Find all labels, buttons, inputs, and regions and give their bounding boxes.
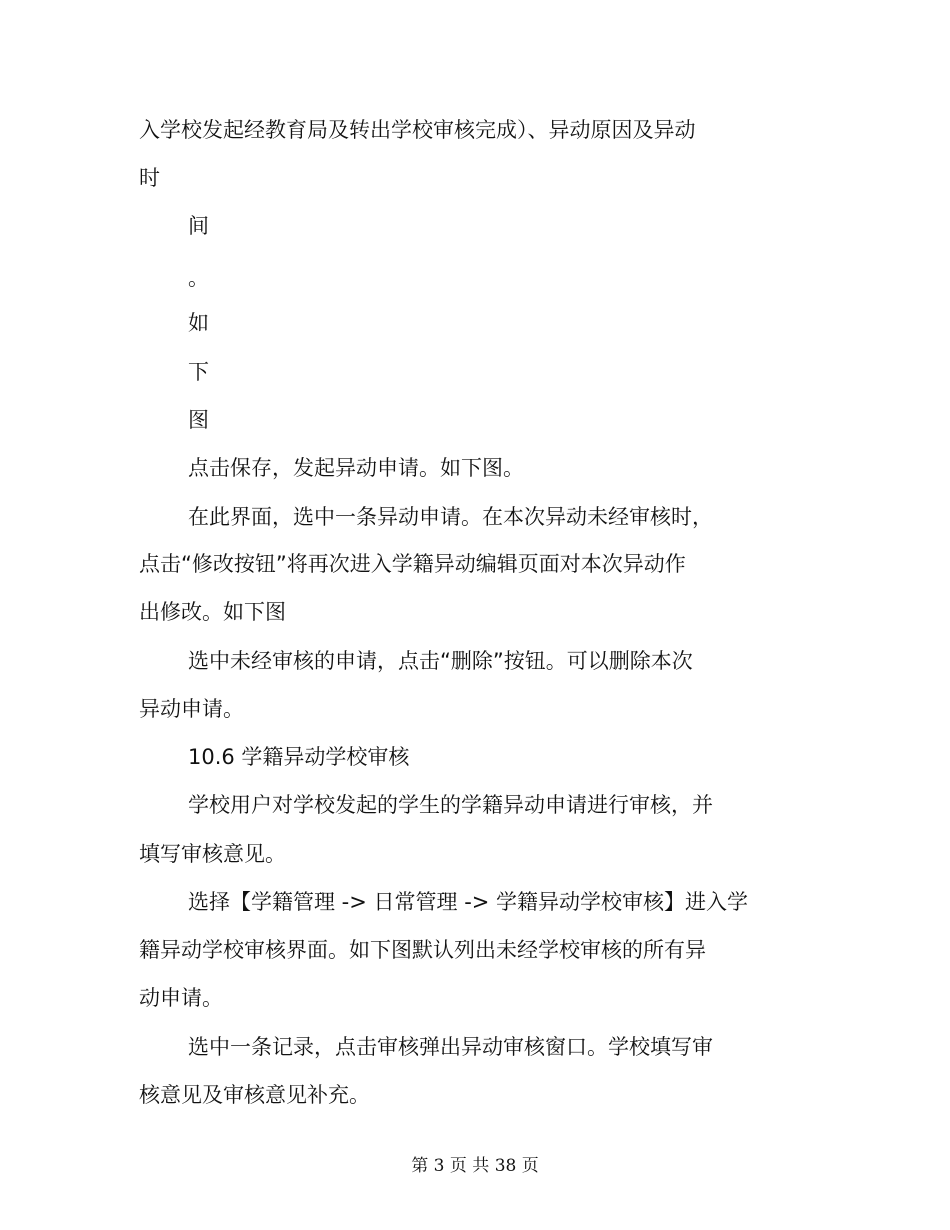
text-line: 异动申请。: [139, 697, 244, 721]
text-line: 点击保存，发起异动申请。如下图。: [188, 456, 524, 480]
page-number-footer: 第 3 页 共 38 页: [411, 1156, 539, 1176]
text-line: 在此界面，选中一条异动申请。在本次异动未经审核时，: [188, 505, 713, 529]
section-heading: 10.6 学籍异动学校审核: [188, 745, 410, 769]
text-line: 动申请。: [139, 986, 223, 1010]
text-line: 点击“修改按钮”将再次进入学籍异动编辑页面对本次异动作: [139, 552, 686, 576]
text-line: 出修改。如下图: [139, 600, 286, 624]
text-line: 选择【学籍管理 -> 日常管理 -> 学籍异动学校审核】进入学: [188, 890, 749, 914]
text-line: 籍异动学校审核界面。如下图默认列出未经学校审核的所有异: [139, 938, 706, 962]
text-line: 时: [139, 166, 160, 190]
text-line: 选中一条记录，点击审核弹出异动审核窗口。学校填写审: [188, 1035, 713, 1059]
text-line: 填写审核意见。: [139, 842, 286, 866]
text-line: 图: [188, 408, 209, 432]
text-line: 下: [188, 360, 209, 384]
text-line: 间: [188, 214, 209, 238]
text-line: 核意见及审核意见补充。: [139, 1083, 370, 1107]
text-line: 选中未经审核的申请，点击“删除”按钮。可以删除本次: [188, 649, 693, 673]
text-line: 入学校发起经教育局及转出学校审核完成）、异动原因及异动: [139, 118, 696, 142]
text-line: 。: [188, 266, 209, 290]
text-line: 如: [188, 311, 209, 335]
text-line: 学校用户对学校发起的学生的学籍异动申请进行审核，并: [188, 793, 713, 817]
